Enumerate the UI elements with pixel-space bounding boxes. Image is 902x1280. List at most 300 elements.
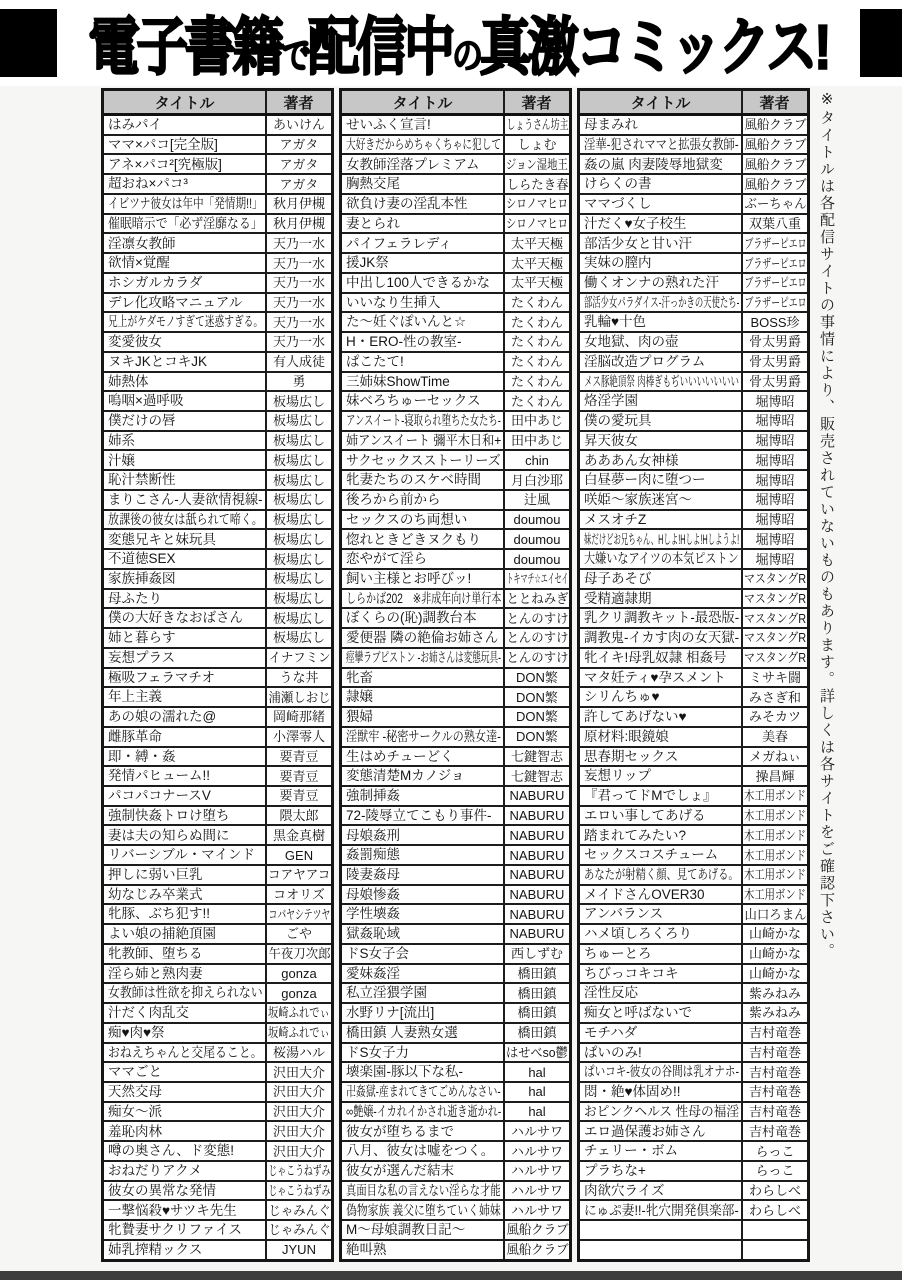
author-cell: NABURU: [509, 788, 565, 804]
title-cell: 働くオンナの熟れた汗: [580, 274, 743, 292]
title-cell: せいふく宣言!: [342, 116, 505, 134]
author-cell: 堀博昭: [755, 512, 795, 528]
author-cell: 堀博昭: [755, 393, 795, 409]
table-row: [342, 412, 569, 432]
author-cell: 風船クラブ: [743, 117, 807, 133]
author-cell: 坂崎ふれでぃ: [268, 1005, 330, 1021]
table-row: [104, 333, 331, 353]
title-cell: 彼女が堕ちるまで: [342, 1122, 505, 1140]
title-cell: 姦罰痴態: [342, 846, 505, 864]
author-cell: 木工用ボンド: [743, 887, 807, 902]
table-row: [580, 1201, 807, 1221]
table-row: [104, 195, 331, 215]
table-row: [342, 866, 569, 886]
table-row: [104, 550, 331, 570]
title-cell: 汁だく肉乱交: [104, 1004, 267, 1022]
author-cell: NABURU: [509, 808, 565, 824]
author-cell: 操昌輝: [755, 768, 795, 784]
author-cell: [743, 1221, 807, 1239]
author-cell: doumou: [513, 551, 561, 567]
title-cell: メスオチZ: [580, 511, 743, 529]
table-row: [342, 570, 569, 590]
author-cell: 紫みねみ: [748, 1005, 801, 1021]
author-cell: じゃみんぐ: [267, 1222, 331, 1238]
table-row: [104, 313, 331, 333]
title-cell: 幼なじみ卒業式: [104, 886, 267, 904]
author-cell: うな丼: [279, 669, 319, 685]
author-cell: コオリズ: [273, 887, 325, 902]
author-cell: 双葉八重: [748, 216, 801, 232]
table-row: [342, 471, 569, 491]
title-cell: 欲負け妻の淫乱本性: [342, 195, 505, 213]
table-row: [342, 669, 569, 689]
table-row: [580, 333, 807, 353]
title-cell: 肉欲穴ライズ: [580, 1182, 743, 1200]
banner-title-segment: で: [280, 35, 309, 78]
author-cell: 桜湯ハル: [272, 1044, 325, 1060]
table-row: [580, 1024, 807, 1044]
table-row: [342, 274, 569, 294]
title-cell: 妻とられ: [342, 215, 505, 233]
author-cell: とんのすけ: [505, 610, 569, 626]
table-row: [342, 925, 569, 945]
table-row: [104, 609, 331, 629]
author-cell: 山崎かな: [748, 926, 801, 942]
title-cell: 許してあげない♥: [580, 708, 743, 726]
author-cell: じゃこうねずみ: [268, 1183, 330, 1199]
table-row: [580, 1122, 807, 1142]
table-row: [104, 846, 331, 866]
author-cell: 黒金真樹: [272, 827, 325, 843]
author-cell: ミサキ闘: [748, 669, 801, 685]
table-row: [580, 688, 807, 708]
table-row: [580, 945, 807, 965]
title-cell: マタ妊ティ♥孕スメント: [580, 669, 743, 687]
title-cell: ぱこたて!: [342, 353, 505, 371]
author-cell: 堀博昭: [755, 452, 795, 468]
author-cell: 要青豆: [279, 768, 319, 784]
table-row: [580, 728, 807, 748]
title-cell: 水野リナ[流出]: [342, 1004, 505, 1022]
table-row: [104, 136, 331, 156]
author-cell: 堀博昭: [755, 551, 795, 567]
author-cell: 天乃一水: [272, 294, 325, 310]
author-cell: 木工用ボンド: [743, 827, 807, 843]
title-cell: セックスのち両想い: [342, 511, 505, 529]
author-cell: とんのすけ: [505, 650, 569, 666]
comic-table-2: [339, 88, 572, 1262]
title-cell: 三姉妹ShowTime: [342, 373, 505, 391]
table-row: [580, 669, 807, 689]
title-cell: あああん女神様: [580, 451, 743, 469]
title-cell: デレ化攻略マニュアル: [104, 294, 267, 312]
author-cell: ブラザーピエロ: [744, 275, 806, 291]
title-column-header: タイトル: [342, 91, 505, 113]
author-cell: 秋月伊槻: [272, 216, 325, 232]
title-cell: モチハダ: [580, 1024, 743, 1042]
title-cell: はみパイ: [104, 116, 267, 134]
author-cell: 風船クラブ: [743, 156, 807, 172]
title-cell: 猥婦: [342, 708, 505, 726]
author-cell: たくわん: [510, 393, 563, 409]
title-cell: ママごと: [104, 1063, 267, 1081]
table-row: [580, 708, 807, 728]
title-cell: 恋やがて淫ら: [342, 550, 505, 568]
title-cell: 母娘姦刑: [342, 826, 505, 844]
title-cell: 強制挿姦: [342, 787, 505, 805]
author-cell: chin: [525, 452, 549, 468]
title-cell: 欲情×覚醒: [104, 254, 267, 272]
title-cell: アンバランス: [580, 905, 743, 923]
author-cell: NABURU: [509, 926, 565, 942]
table-row: [342, 254, 569, 274]
author-cell: イナフミン: [267, 650, 331, 666]
title-cell: 卍姦獄-産まれてきてごめんなさい-: [342, 1083, 505, 1101]
author-cell: 太平天極: [510, 275, 563, 291]
comic-table-1: [101, 88, 334, 1262]
title-cell: 羞恥肉林: [104, 1122, 267, 1140]
title-cell: 橋田鎮 人妻熟女選: [342, 1024, 505, 1042]
author-cell: gonza: [281, 985, 317, 1001]
title-cell: ∞艶嬢-イカれイかされ逝き逝かれ-: [342, 1103, 505, 1121]
author-cell: マスタングR: [743, 590, 807, 606]
title-cell: にゅぷ妻!!-牝穴開発倶楽部-: [580, 1201, 743, 1219]
title-cell: 女教師淫落プレミアム: [342, 155, 505, 173]
author-cell: わらしべ: [748, 1183, 801, 1199]
author-cell: DON繁: [516, 669, 558, 685]
author-cell: はせべso鬱: [506, 1044, 568, 1060]
author-cell: 要青豆: [279, 788, 319, 804]
banner-title-segment: 配信中: [308, 12, 453, 82]
title-cell: 姉と暮らす: [104, 629, 267, 647]
author-cell: トキマチ☆エイセイ: [506, 571, 568, 587]
title-cell: シリんちゅ♥: [580, 688, 743, 706]
title-cell: 母子あそび: [580, 570, 743, 588]
table-row: [580, 1004, 807, 1024]
title-cell: 部活少女と甘い汗: [580, 234, 743, 252]
title-cell: M〜母娘調教日記〜: [342, 1221, 505, 1239]
title-cell: 妄想リップ: [580, 767, 743, 785]
banner-right-block: [860, 9, 902, 77]
title-cell: 痙攣ラブピストン -お姉さんは変態玩具-: [342, 649, 505, 667]
author-cell: じゃみんぐ: [267, 1202, 331, 1218]
title-cell: ドS女子会: [342, 945, 505, 963]
table-row: [342, 1024, 569, 1044]
author-cell: DON繁: [516, 709, 558, 725]
author-cell: しらたき春: [505, 176, 569, 192]
author-cell: 沢田大介: [272, 1123, 325, 1139]
author-cell: 田中あじ: [510, 413, 563, 429]
title-cell: 惚れときどきヌクもり: [342, 530, 505, 548]
table-row: [104, 274, 331, 294]
table-row: [580, 353, 807, 373]
title-cell: 女教師は性欲を抑えられない: [104, 984, 267, 1002]
author-cell: hal: [528, 1064, 546, 1080]
table-row: [342, 1044, 569, 1064]
title-cell: 後ろから前から: [342, 491, 505, 509]
author-cell: 堀博昭: [755, 531, 795, 547]
title-cell: 学性壊姦: [342, 905, 505, 923]
table-row: [580, 511, 807, 531]
table-row: [580, 550, 807, 570]
table-row: [580, 412, 807, 432]
author-cell: ごや: [285, 926, 312, 942]
title-cell: 乳クリ調教キット-最恐版-: [580, 609, 743, 627]
title-cell: 僕だけの唇: [104, 412, 267, 430]
author-cell: JYUN: [282, 1242, 316, 1258]
table-row: [342, 215, 569, 235]
table-row: [104, 1142, 331, 1162]
author-cell: 隈太郎: [279, 808, 319, 824]
author-cell: DON繁: [516, 729, 558, 745]
author-cell: 沢田大介: [272, 1143, 325, 1159]
author-cell: 要青豆: [279, 748, 319, 764]
author-cell: あいけん: [272, 117, 325, 133]
author-cell: 木工用ボンド: [743, 847, 807, 863]
author-cell: 板場広し: [272, 512, 325, 528]
author-cell: 板場広し: [272, 610, 325, 626]
author-cell: 浦瀬しおじ: [267, 689, 331, 705]
title-cell: 家族挿姦図: [104, 570, 267, 588]
author-cell: 堀博昭: [755, 413, 795, 429]
table-row: [104, 1201, 331, 1221]
title-cell: 妻は夫の知らぬ間に: [104, 826, 267, 844]
table-row: [104, 373, 331, 393]
table-row: [104, 945, 331, 965]
title-cell: あなたが射精く顔、見てあげる。: [580, 866, 743, 884]
title-cell: 72-陵辱立てこもり事件-: [342, 807, 505, 825]
author-cell: 風船クラブ: [743, 176, 807, 192]
title-cell: よい娘の捕絶頂園: [104, 925, 267, 943]
title-cell: 雌豚革命: [104, 728, 267, 746]
title-cell: 汁嬢: [104, 451, 267, 469]
author-cell: 山崎かな: [748, 946, 801, 962]
author-cell: 岡崎那緒: [272, 709, 325, 725]
table-row: [580, 984, 807, 1004]
table-row: [104, 412, 331, 432]
table-row: [580, 1221, 807, 1241]
table-row: [580, 846, 807, 866]
title-cell: 牝豚、ぶち犯す!!: [104, 905, 267, 923]
table-row: [104, 570, 331, 590]
author-cell: 吉村竜巻: [748, 1084, 801, 1100]
table-row: [580, 629, 807, 649]
title-cell: た〜妊ぐぽいんと☆: [342, 313, 505, 331]
author-cell: マスタングR: [743, 610, 807, 626]
author-cell: 吉村竜巻: [748, 1104, 801, 1120]
table-row: [342, 294, 569, 314]
table-row: [580, 590, 807, 610]
author-cell: 辻風: [523, 492, 550, 508]
title-cell: ぱいコキ-彼女の谷間は乳オナホ-: [580, 1063, 743, 1081]
table-row: [104, 1122, 331, 1142]
title-cell: 烙淫学園: [580, 392, 743, 410]
table-row: [104, 294, 331, 314]
title-cell: 押しに弱い巨乳: [104, 866, 267, 884]
author-cell: 板場広し: [272, 433, 325, 449]
author-cell: doumou: [513, 512, 561, 528]
author-cell: 堀博昭: [755, 492, 795, 508]
author-cell: らっこ: [755, 1163, 795, 1179]
table-row: [104, 530, 331, 550]
author-cell: たくわん: [510, 294, 563, 310]
author-cell: ブラザーピエロ: [744, 235, 806, 251]
table-row: [104, 471, 331, 491]
title-cell: 姉アンスイート 彌平木日和+: [342, 432, 505, 450]
author-cell: たくわん: [510, 354, 563, 370]
author-cell: たくわん: [510, 373, 563, 389]
table-row: [580, 155, 807, 175]
table-row: [104, 965, 331, 985]
author-cell: 風船クラブ: [505, 1222, 569, 1238]
table-row: [580, 1142, 807, 1162]
author-cell: とんのすけ: [505, 630, 569, 646]
author-cell: 月白沙耶: [510, 472, 563, 488]
table-row: [104, 905, 331, 925]
author-cell: シロノマヒロ: [505, 196, 569, 212]
table-row: [580, 787, 807, 807]
title-cell: 姉乳搾精ックス: [104, 1241, 267, 1259]
title-cell: 即・縛・姦: [104, 748, 267, 766]
author-cell: hal: [528, 1084, 546, 1100]
table-row: [342, 155, 569, 175]
table-row: [342, 550, 569, 570]
table-row: [104, 1044, 331, 1064]
author-cell: NABURU: [509, 906, 565, 922]
table-row: [342, 175, 569, 195]
title-cell: 陵妻姦母: [342, 866, 505, 884]
table-row: [104, 708, 331, 728]
title-cell: 変態兄キと妹玩具: [104, 530, 267, 548]
title-cell: 牝畜: [342, 669, 505, 687]
title-cell: 淫脳改造プログラム: [580, 353, 743, 371]
author-cell: 橋田鎮: [517, 1025, 557, 1041]
table-row: [580, 866, 807, 886]
title-cell: 兄上がケダモノすぎて迷惑すぎる。: [104, 313, 267, 331]
table-row: [580, 886, 807, 906]
title-cell: 発情パヒューム!!: [104, 767, 267, 785]
title-cell: 汁だく♥女子校生: [580, 215, 743, 233]
author-cell: たくわん: [510, 314, 563, 330]
author-cell: 風船クラブ: [743, 137, 807, 153]
author-column-header: 著者: [521, 94, 552, 112]
author-cell: 板場広し: [272, 571, 325, 587]
title-cell: 偽物家族 義父に堕ちていく姉妹: [342, 1201, 505, 1219]
title-cell: アネ×パコ²[究極版]: [104, 155, 267, 173]
author-cell: 秋月伊槻: [272, 196, 325, 212]
author-cell: 午夜刀次郎: [267, 946, 331, 962]
title-cell: おねえちゃんと交尾ること。: [104, 1044, 267, 1062]
author-cell: 板場広し: [272, 590, 325, 606]
title-cell: 催眠暗示で「必ず淫靡なる」: [104, 215, 267, 233]
author-cell: 有人成徒: [272, 354, 325, 370]
title-cell: 八月、彼女は嘘をつく。: [342, 1142, 505, 1160]
author-cell: みそカツ: [748, 709, 801, 725]
author-cell: ハルサワ: [510, 1202, 563, 1218]
table-row: [342, 767, 569, 787]
table-row: [342, 826, 569, 846]
table-row: [342, 1241, 569, 1259]
table-row: [104, 451, 331, 471]
author-cell: 紫みねみ: [748, 985, 801, 1001]
table-row: [342, 373, 569, 393]
table-row: [104, 728, 331, 748]
author-cell: アガタ: [279, 156, 319, 172]
author-cell: 沢田大介: [272, 1104, 325, 1120]
author-cell: GEN: [284, 847, 314, 863]
table-row: [580, 748, 807, 768]
author-cell: 橋田鎮: [517, 985, 557, 1001]
author-cell: doumou: [513, 531, 561, 547]
table-row: [104, 1024, 331, 1044]
author-cell: 板場広し: [272, 413, 325, 429]
title-cell: プラちな+: [580, 1162, 743, 1180]
title-cell: 咲姫〜家族迷宮〜: [580, 491, 743, 509]
banner-left-block: [0, 9, 57, 77]
author-cell: ぶーちゃん: [743, 196, 807, 212]
author-cell: 天乃一水: [272, 235, 325, 251]
banner-title-segment: 電子書籍: [88, 12, 281, 82]
title-cell: 部活少女パラダイス-汗っかきの天使たち-: [580, 294, 743, 312]
title-cell: ぼくらの(恥)調教台本: [342, 609, 505, 627]
author-cell: たくわん: [510, 334, 563, 350]
table-row: [342, 1142, 569, 1162]
table-row: [342, 511, 569, 531]
table-row: [342, 1004, 569, 1024]
table-row: [104, 807, 331, 827]
table-row: [342, 787, 569, 807]
title-cell: 牝教師、堕ちる: [104, 945, 267, 963]
bottom-bar: [0, 1271, 902, 1280]
author-cell: 吉村竜巻: [748, 1123, 801, 1139]
title-cell: 年上主義: [104, 688, 267, 706]
title-cell: ハメ頃しろくろり: [580, 925, 743, 943]
table-row: [104, 116, 331, 136]
author-cell: ジョン湿地王: [506, 156, 568, 172]
title-cell: 実妹の膣内: [580, 254, 743, 272]
table-row: [580, 451, 807, 471]
table-row: [104, 984, 331, 1004]
author-cell: 橋田鎮: [517, 1005, 557, 1021]
title-cell: メイドさんOVER30: [580, 886, 743, 904]
table-row: [342, 945, 569, 965]
title-cell: 悶・絶♥体固め!!: [580, 1083, 743, 1101]
title-cell: 痴女と呼ばないで: [580, 1004, 743, 1022]
author-cell: 山崎かな: [748, 965, 801, 981]
author-cell: しょうさん坊主: [506, 117, 568, 133]
table-row: [104, 649, 331, 669]
author-cell: らっこ: [755, 1143, 795, 1159]
title-cell: けらくの書: [580, 175, 743, 193]
title-cell: 淫ら姉と熟肉妻: [104, 965, 267, 983]
author-cell: メガねぃ: [748, 748, 801, 764]
author-cell: 美春: [761, 729, 788, 745]
title-cell: 壊楽園-豚以下な私-: [342, 1063, 505, 1081]
title-cell: 胸熱交尾: [342, 175, 505, 193]
title-cell: エロ過保護お姉さん: [580, 1122, 743, 1140]
author-cell: DON繁: [516, 689, 558, 705]
table-row: [342, 1103, 569, 1123]
title-cell: 牝イキ!母乳奴隷 相姦号: [580, 649, 743, 667]
table-row: [104, 234, 331, 254]
table-row: [580, 234, 807, 254]
title-cell: 真面目な私の言えない淫らな才能: [342, 1182, 505, 1200]
title-cell: 牝贄妻サクリファイス: [104, 1221, 267, 1239]
table-row: [580, 1162, 807, 1182]
title-cell: 一撃悩殺♥サツキ先生: [104, 1201, 267, 1219]
title-cell: エロい事してあげる: [580, 807, 743, 825]
title-cell: 飼い主様とお呼びッ!: [342, 570, 505, 588]
